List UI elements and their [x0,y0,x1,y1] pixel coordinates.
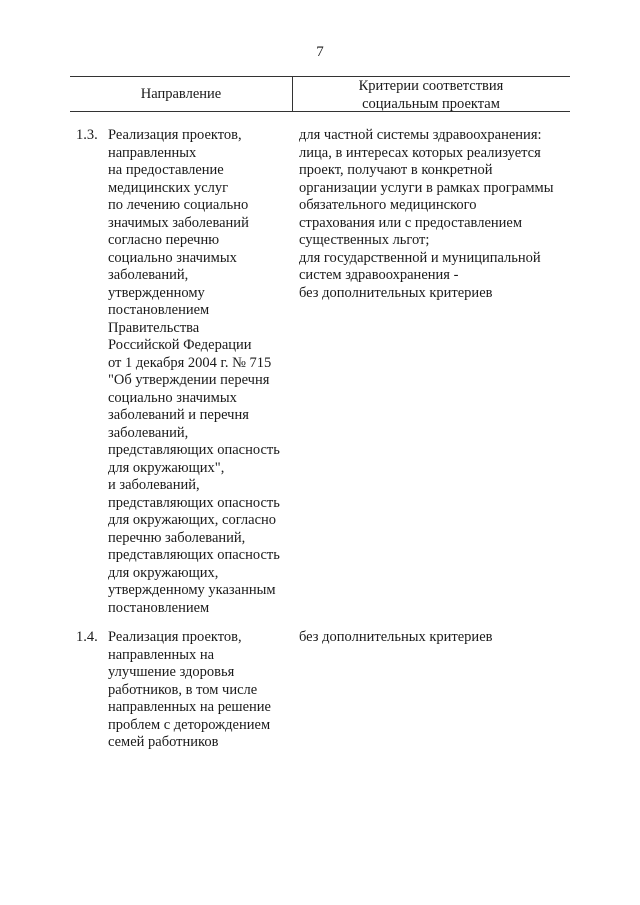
direction-line: Российской Федерации [108,337,252,353]
direction-line: для окружающих, [108,564,219,581]
direction-line: проблем с деторождением [108,716,271,733]
direction-line: утвержденному указанным [108,582,276,598]
direction-line: Правительства [108,319,200,336]
direction-line: медицинских услуг [108,179,229,196]
row-criteria [299,629,574,647]
direction-line: заболеваний, [108,424,189,441]
direction-line: направленных на решение [108,699,271,715]
page-number: 7 [316,44,324,60]
direction-line: по лечению социально [108,197,249,213]
criteria-line: без дополнительных критериев [299,629,493,645]
criteria-line: обязательного медицинского [299,197,477,213]
direction-line: утвержденному [108,284,205,301]
table-top-rule [70,76,570,77]
direction-line: от 1 декабря 2004 г. № 715 [108,354,272,371]
direction-line: заболеваний и перечня [108,407,249,423]
criteria-line: существенных льгот; [299,232,430,248]
criteria-line: лица, в интересах которых реализуется [299,144,541,161]
direction-line: постановлением [108,599,210,616]
direction-line: направленных [108,144,197,161]
direction-line: на предоставление [108,162,224,178]
row-criteria [299,127,574,302]
criteria-line: систем здравоохранения - [299,267,459,283]
header-direction: Направление [140,86,222,102]
direction-line: представляющих опасность [108,494,280,511]
direction-line: социально значимых [108,249,237,266]
direction-line: согласно перечню [108,232,220,248]
header-criteria [292,78,570,113]
direction-line: заболеваний, [108,267,189,283]
header-criteria-line: социальным проектам [362,95,500,112]
direction-line: "Об утверждении перечня [108,372,270,388]
direction-line: работников, в том числе [108,681,258,698]
direction-line: Реализация проектов, [108,127,242,143]
table-header-rule [70,111,570,112]
direction-line: Реализация проектов, [108,629,242,645]
criteria-line: организации услуги в рамках программы [299,179,554,196]
direction-line: для окружающих, согласно [108,512,277,528]
header-criteria-line: Критерии соответствия [358,78,504,94]
criteria-line: для частной системы здравоохранения: [299,127,542,143]
row-number: 1.3. [76,127,98,143]
direction-line: социально значимых [108,389,237,406]
row-direction [108,127,293,617]
direction-line: постановлением [108,302,210,318]
row-number: 1.4. [76,629,98,645]
direction-line: семей работников [108,734,219,750]
direction-line: и заболеваний, [108,477,200,493]
direction-line: представляющих опасность [108,442,280,458]
criteria-line: для государственной и муниципальной [299,249,541,266]
direction-line: направленных на [108,646,215,663]
direction-line: значимых заболеваний [108,214,249,231]
direction-line: перечню заболеваний, [108,529,246,546]
direction-line: представляющих опасность [108,547,280,563]
direction-line: улучшение здоровья [108,664,235,680]
criteria-line: без дополнительных критериев [299,284,493,301]
criteria-line: проект, получают в конкретной [299,162,493,178]
row-direction [108,629,293,752]
direction-line: для окружающих", [108,459,225,476]
criteria-line: страхования или с предоставлением [299,214,523,231]
